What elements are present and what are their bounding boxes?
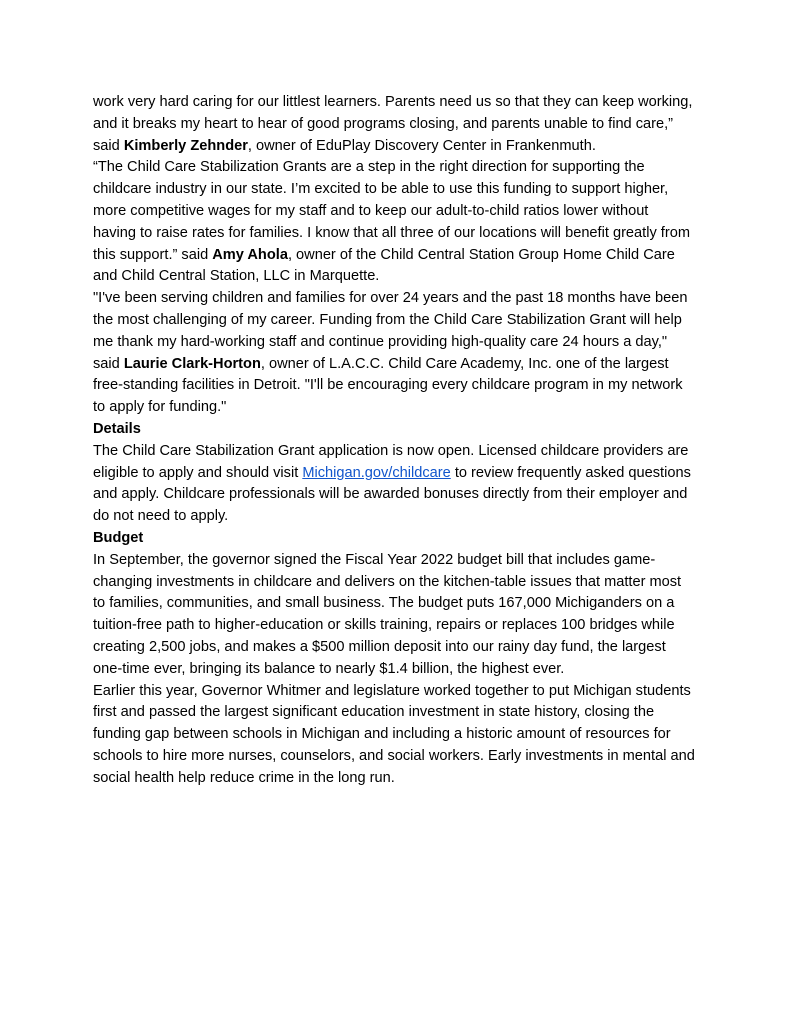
details-heading: Details bbox=[93, 420, 141, 437]
michigan-childcare-link[interactable]: Michigan.gov/childcare bbox=[302, 464, 451, 481]
quote-text: “The Child Care Stabilization Grants are a step in the right direction for supporting the childcare industry in our state. I’m excited to be able to use this funding to support higher, more competitive wages for my staff and to keep our adult-to-child ratios lower without having to raise rates for families. I know that all three of our locations will benefit greatly from this support.” said bbox=[93, 159, 690, 263]
speaker-name: Laurie Clark-Horton bbox=[123, 355, 261, 372]
speaker-affiliation: , owner of L.A.C.C. Child Care Academy, Inc. one of the largest free-standing facilities in Detroit. "I'll be encouraging every childcare program in my network to apply for funding." bbox=[93, 355, 683, 416]
quote-paragraph-zehnder bbox=[93, 92, 695, 157]
speaker-affiliation: , owner of EduPlay Discovery Center in Frankenmuth. bbox=[247, 137, 596, 154]
quote-text: "I've been serving children and families for over 24 years and the past 18 months have been the most challenging of my career. Funding from the Child Care Stabilization Grant will help me thank my hard-working staff and continue providing high-quality care 24 hours a day," said bbox=[93, 290, 688, 372]
speaker-name: Kimberly Zehnder bbox=[123, 137, 248, 154]
speaker-name: Amy Ahola bbox=[212, 246, 288, 263]
budget-paragraph: In September, the governor signed the Fiscal Year 2022 budget bill that includes game-changing investments in childcare and delivers on the kitchen-table issues that matter most to families, communities, and small business. The budget puts 167,000 Michiganders on a tuition-free path to higher-education or skills training, repairs or replaces 100 bridges while creating 2,500 jobs, and makes a $500 million deposit into our rainy day fund, the largest one-time ever, bringing its balance to nearly $1.4 billion, the highest ever. bbox=[93, 551, 682, 677]
details-paragraph bbox=[93, 441, 695, 528]
details-text: to review frequently asked questions and apply. Childcare professionals will be awarded bonuses directly from their employer and do not need to apply. bbox=[93, 464, 691, 525]
budget-heading: Budget bbox=[93, 529, 144, 546]
quote-paragraph-clark-horton bbox=[93, 288, 695, 419]
speaker-affiliation: , owner of the Child Central Station Group Home Child Care and Child Central Station, LLC in Marquette. bbox=[93, 246, 675, 285]
details-text: The Child Care Stabilization Grant application is now open. Licensed childcare providers are eligible to apply and should visit bbox=[93, 442, 689, 481]
document-body bbox=[93, 92, 695, 790]
education-paragraph: Earlier this year, Governor Whitmer and legislature worked together to put Michigan students first and passed the largest significant education investment in state history, closing the funding gap between schools in Michigan and including a historic amount of resources for schools to hire more nurses, counselors, and social workers. Early investments in mental and social health help reduce crime in the long run. bbox=[93, 682, 695, 786]
quote-paragraph-ahola bbox=[93, 157, 695, 288]
quote-text: work very hard caring for our littlest learners. Parents need us so that they can keep working, and it breaks my heart to hear of good programs closing, and parents unable to find care,” said bbox=[93, 94, 693, 154]
